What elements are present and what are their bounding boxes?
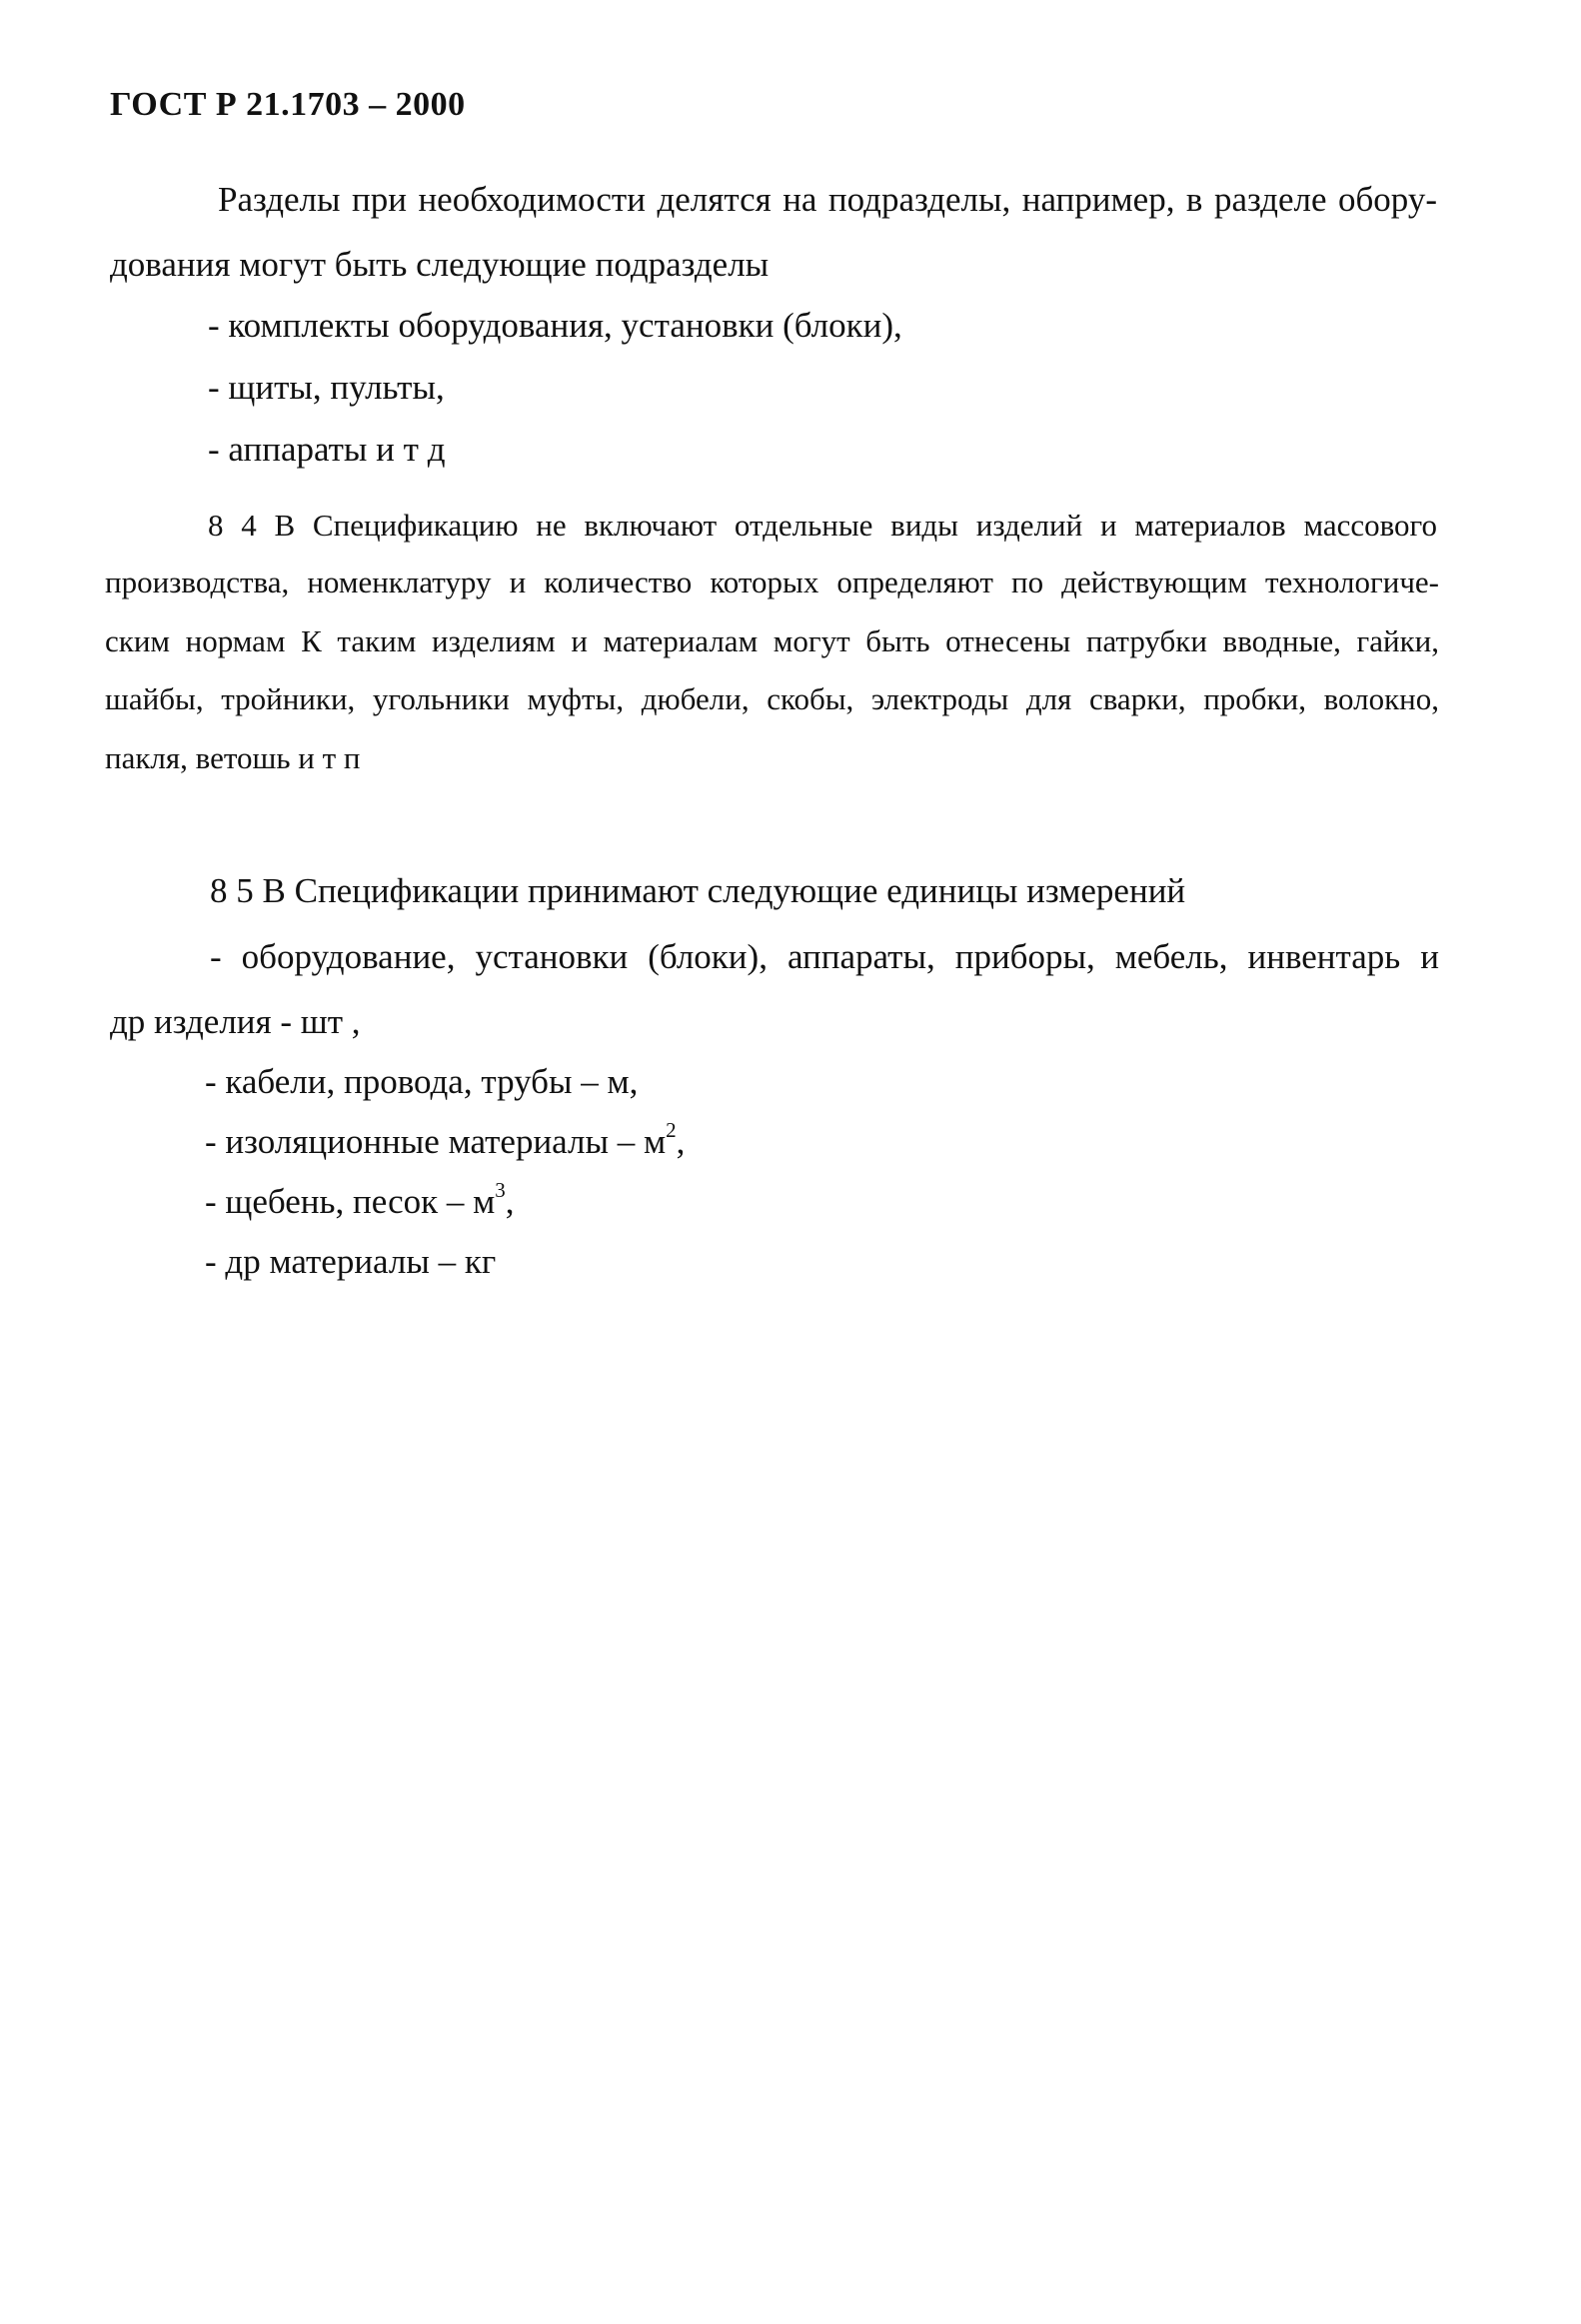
superscript-2: 2 [666, 1118, 677, 1142]
clause-8-5-item-4 [205, 1178, 515, 1221]
clause-8-4-line-4: шайбы, тройники, угольники муфты, дюбели, скобы, электроды для сварки, пробки, волокно, [105, 681, 1439, 716]
list-item: - аппараты и т д [208, 430, 446, 469]
clause-8-4-line-1: 8 4 В Спецификацию не включают отдельные виды изделий и материалов массового [208, 508, 1437, 543]
item-3-text: - изоляционные материалы – м [205, 1122, 667, 1161]
page-header-doc-code: ГОСТ Р 21.1703 – 2000 [110, 86, 466, 123]
clause-8-5-title: 8 5 В Спецификации принимают следующие единицы измерений [210, 871, 1186, 910]
clause-8-5-item-2: - кабели, провода, трубы – м, [205, 1062, 639, 1101]
clause-8-5-item-5: - др материалы – кг [205, 1242, 497, 1281]
clause-8-5-item-3 [205, 1118, 686, 1161]
list-item: - комплекты оборудования, установки (блоки), [208, 306, 902, 345]
clause-8-5-item-1-line-1: - оборудование, установки (блоки), аппараты, приборы, мебель, инвентарь и [210, 937, 1439, 976]
intro-line-2: дования могут быть следующие подразделы [110, 245, 770, 284]
superscript-3: 3 [495, 1178, 506, 1202]
intro-line-1: Разделы при необходимости делятся на подразделы, например, в разделе обору- [218, 180, 1437, 219]
item-4-end: , [505, 1182, 515, 1221]
clause-8-4-line-2: производства, номенклатуру и количество которых определяют по действующим технологиче- [105, 565, 1439, 599]
item-3-end: , [676, 1122, 686, 1161]
item-4-text: - щебень, песок – м [205, 1182, 496, 1221]
list-item: - щиты, пульты, [208, 368, 445, 407]
clause-8-4-line-5: пакля, ветошь и т п [105, 740, 361, 775]
clause-8-5-item-1-line-2: др изделия - шт , [110, 1002, 361, 1041]
clause-8-4-line-3: ским нормам К таким изделиям и материалам могут быть отнесены патрубки вводные, гайки, [105, 623, 1439, 658]
